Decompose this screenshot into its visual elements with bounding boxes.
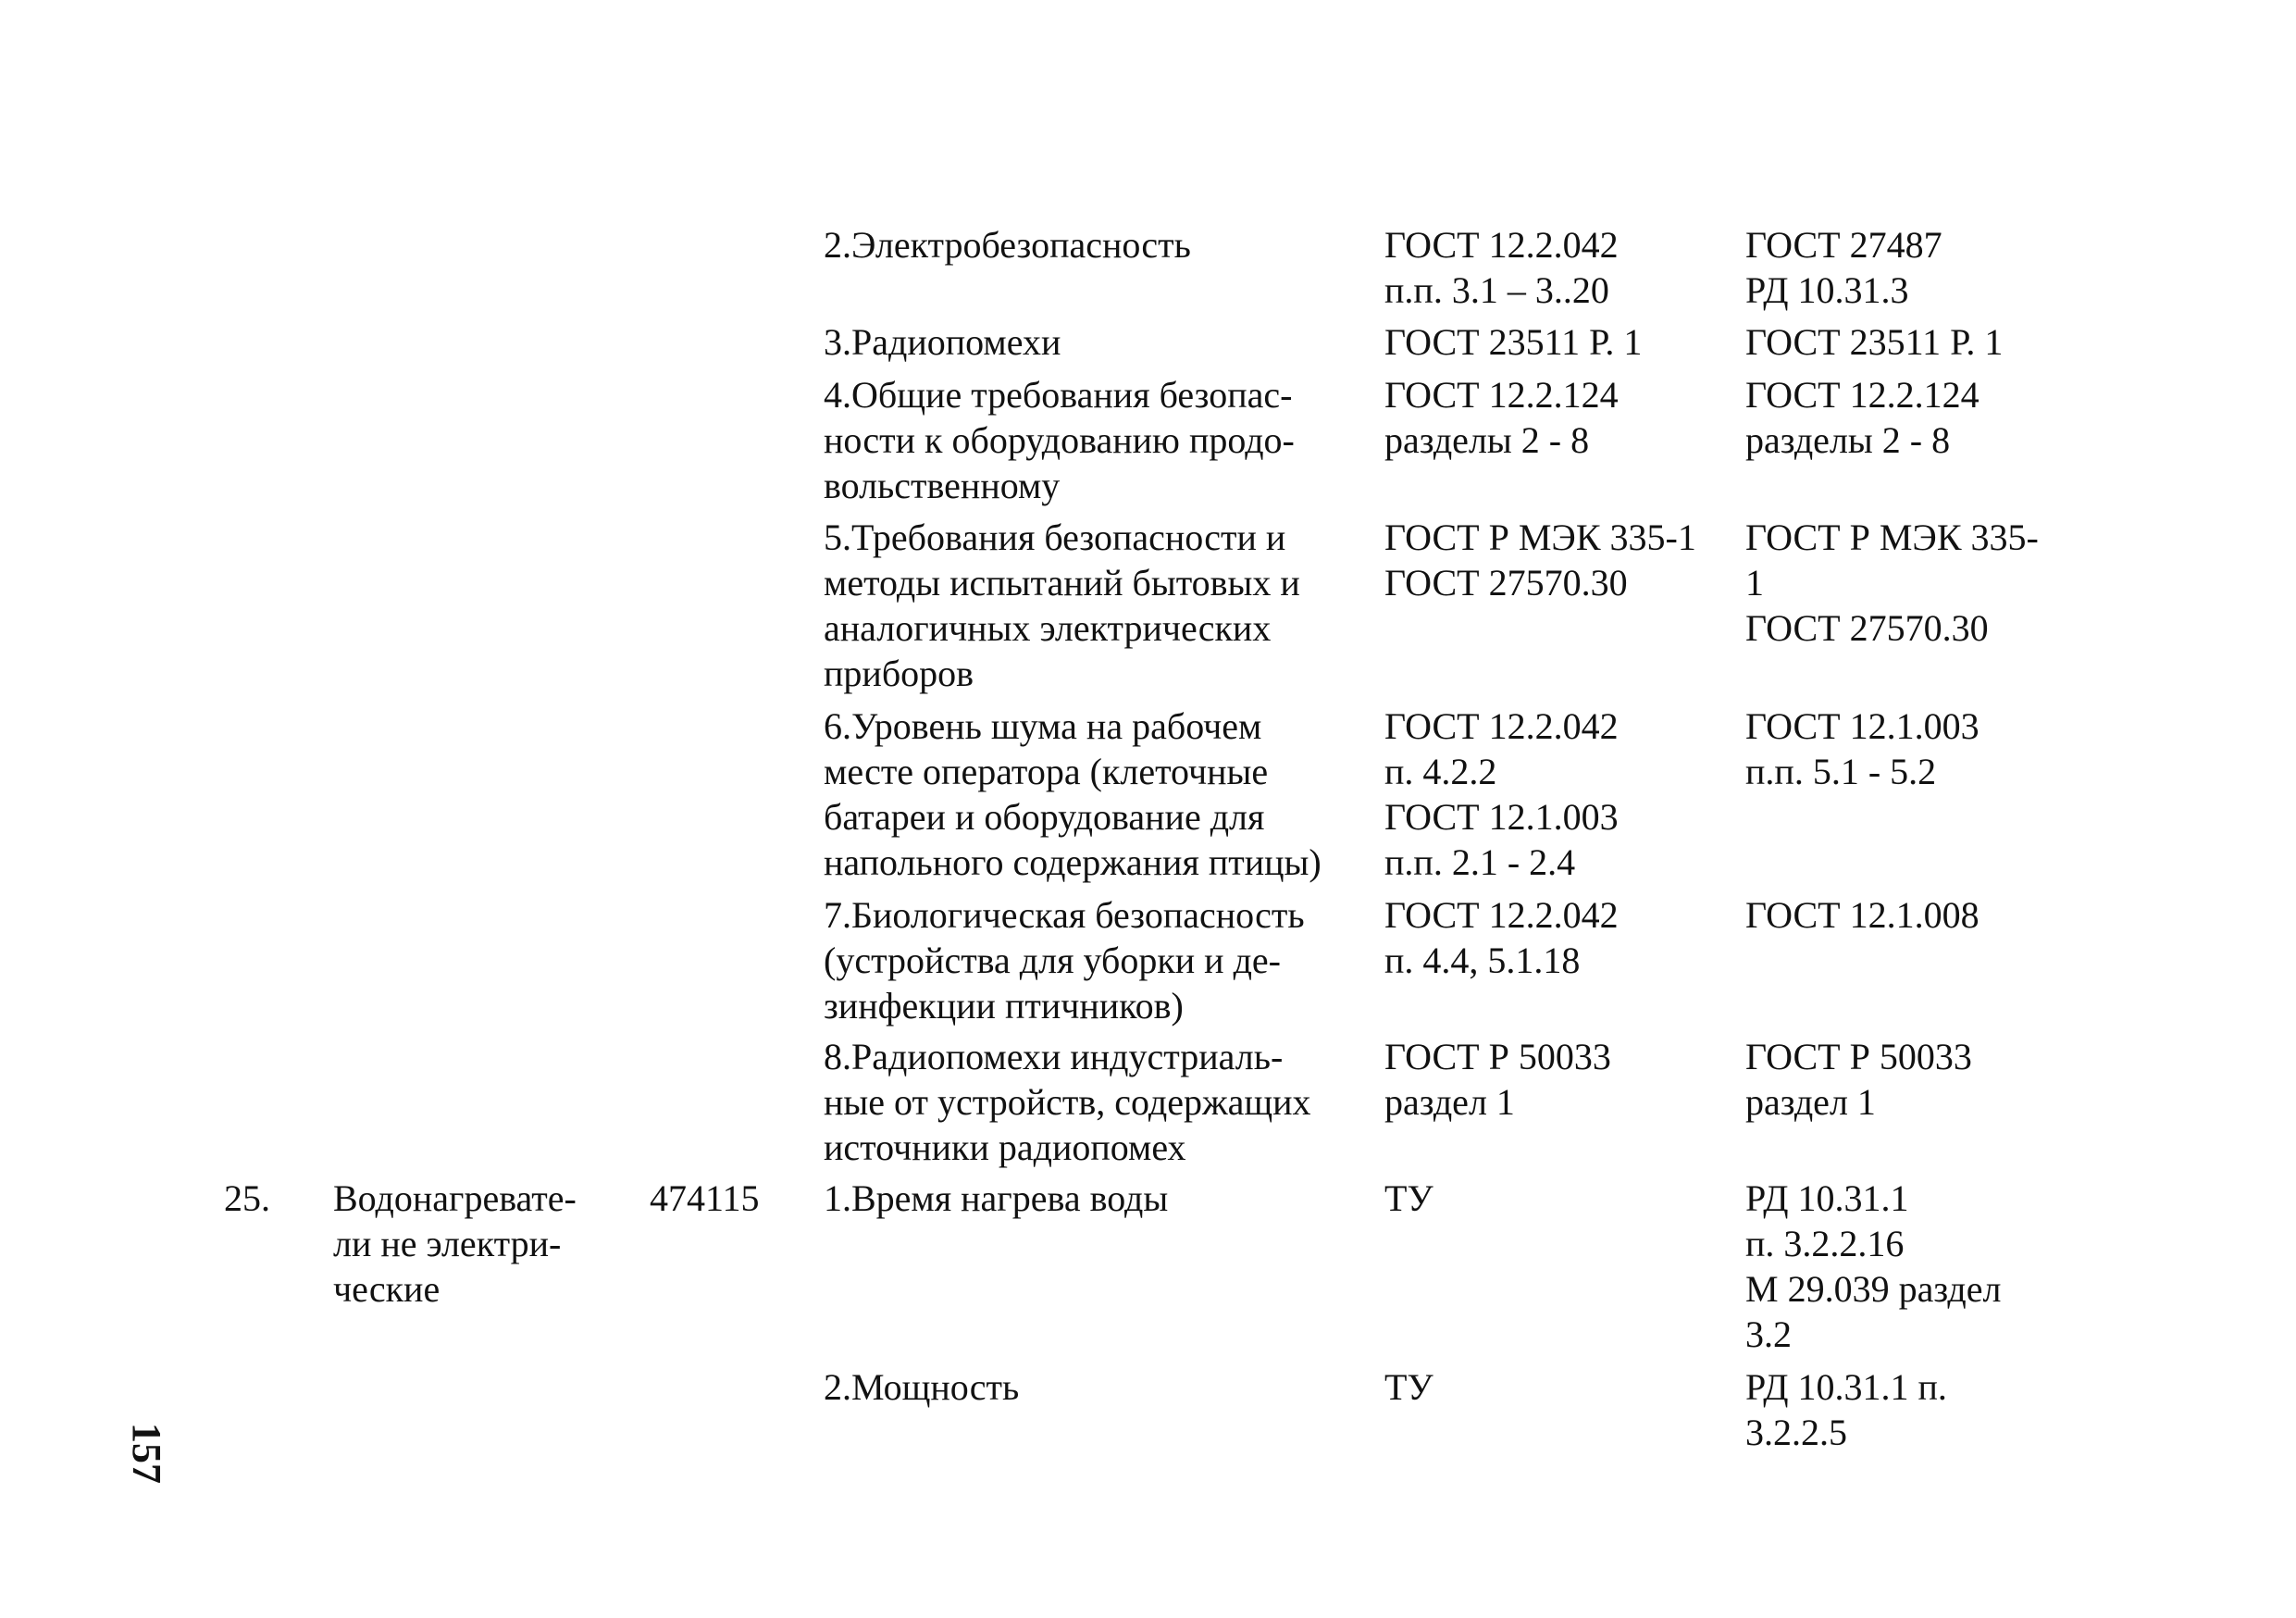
product-name: Водонагревате- ли не электри- ческие bbox=[333, 1177, 577, 1310]
normative-document: ГОСТ Р 50033 раздел 1 bbox=[1384, 1036, 1611, 1123]
indicator: 4.Общие требования безопас- ности к оборудованию продо- вольственному bbox=[824, 374, 1295, 506]
normative-document: ГОСТ 23511 Р. 1 bbox=[1384, 321, 1643, 363]
normative-document: ГОСТ Р МЭК 335-1 ГОСТ 27570.30 bbox=[1384, 517, 1696, 604]
indicator: 2.Мощность bbox=[824, 1366, 1020, 1408]
normative-document: ГОСТ 12.2.042 п.п. 3.1 – 3..20 bbox=[1384, 224, 1619, 311]
test-method-document: ГОСТ 27487 РД 10.31.3 bbox=[1745, 224, 1942, 311]
product-code: 474115 bbox=[650, 1177, 760, 1219]
indicator: 2.Электробезопасность bbox=[824, 224, 1191, 266]
indicator: 8.Радиопомехи индустриаль- ные от устройств, содержащих источники радиопомех bbox=[824, 1036, 1311, 1168]
test-method-document: ГОСТ Р МЭК 335- 1 ГОСТ 27570.30 bbox=[1745, 517, 2039, 649]
test-method-document: ГОСТ 12.2.124 разделы 2 - 8 bbox=[1745, 374, 1980, 461]
page-number: 157 bbox=[124, 1423, 169, 1484]
indicator: 7.Биологическая безопасность (устройства для уборки и де- зинфекции птичников) bbox=[824, 894, 1305, 1027]
normative-document: ГОСТ 12.2.042 п. 4.4, 5.1.18 bbox=[1384, 894, 1619, 981]
test-method-document: РД 10.31.1 п. 3.2.2.16 М 29.039 раздел 3.2 bbox=[1745, 1177, 2002, 1355]
test-method-document: ГОСТ 12.1.003 п.п. 5.1 - 5.2 bbox=[1745, 705, 1980, 792]
normative-document: ГОСТ 12.2.042 п. 4.2.2 ГОСТ 12.1.003 п.п. 2.1 - 2.4 bbox=[1384, 705, 1619, 883]
test-method-document: ГОСТ Р 50033 раздел 1 bbox=[1745, 1036, 1972, 1123]
normative-document: ТУ bbox=[1384, 1177, 1433, 1219]
normative-document: ТУ bbox=[1384, 1366, 1433, 1408]
indicator: 6.Уровень шума на рабочем месте оператора (клеточные батареи и оборудование для напольного содержания птицы) bbox=[824, 705, 1322, 883]
item-number: 25. bbox=[224, 1177, 270, 1219]
indicator: 5.Требования безопасности и методы испытаний бытовых и аналогичных электрических приборов bbox=[824, 517, 1300, 694]
indicator: 1.Время нагрева воды bbox=[824, 1177, 1169, 1219]
test-method-document: ГОСТ 12.1.008 bbox=[1745, 894, 1980, 936]
test-method-document: ГОСТ 23511 Р. 1 bbox=[1745, 321, 2004, 363]
test-method-document: РД 10.31.1 п. 3.2.2.5 bbox=[1745, 1366, 1947, 1453]
normative-document: ГОСТ 12.2.124 разделы 2 - 8 bbox=[1384, 374, 1619, 461]
indicator: 3.Радиопомехи bbox=[824, 321, 1061, 363]
